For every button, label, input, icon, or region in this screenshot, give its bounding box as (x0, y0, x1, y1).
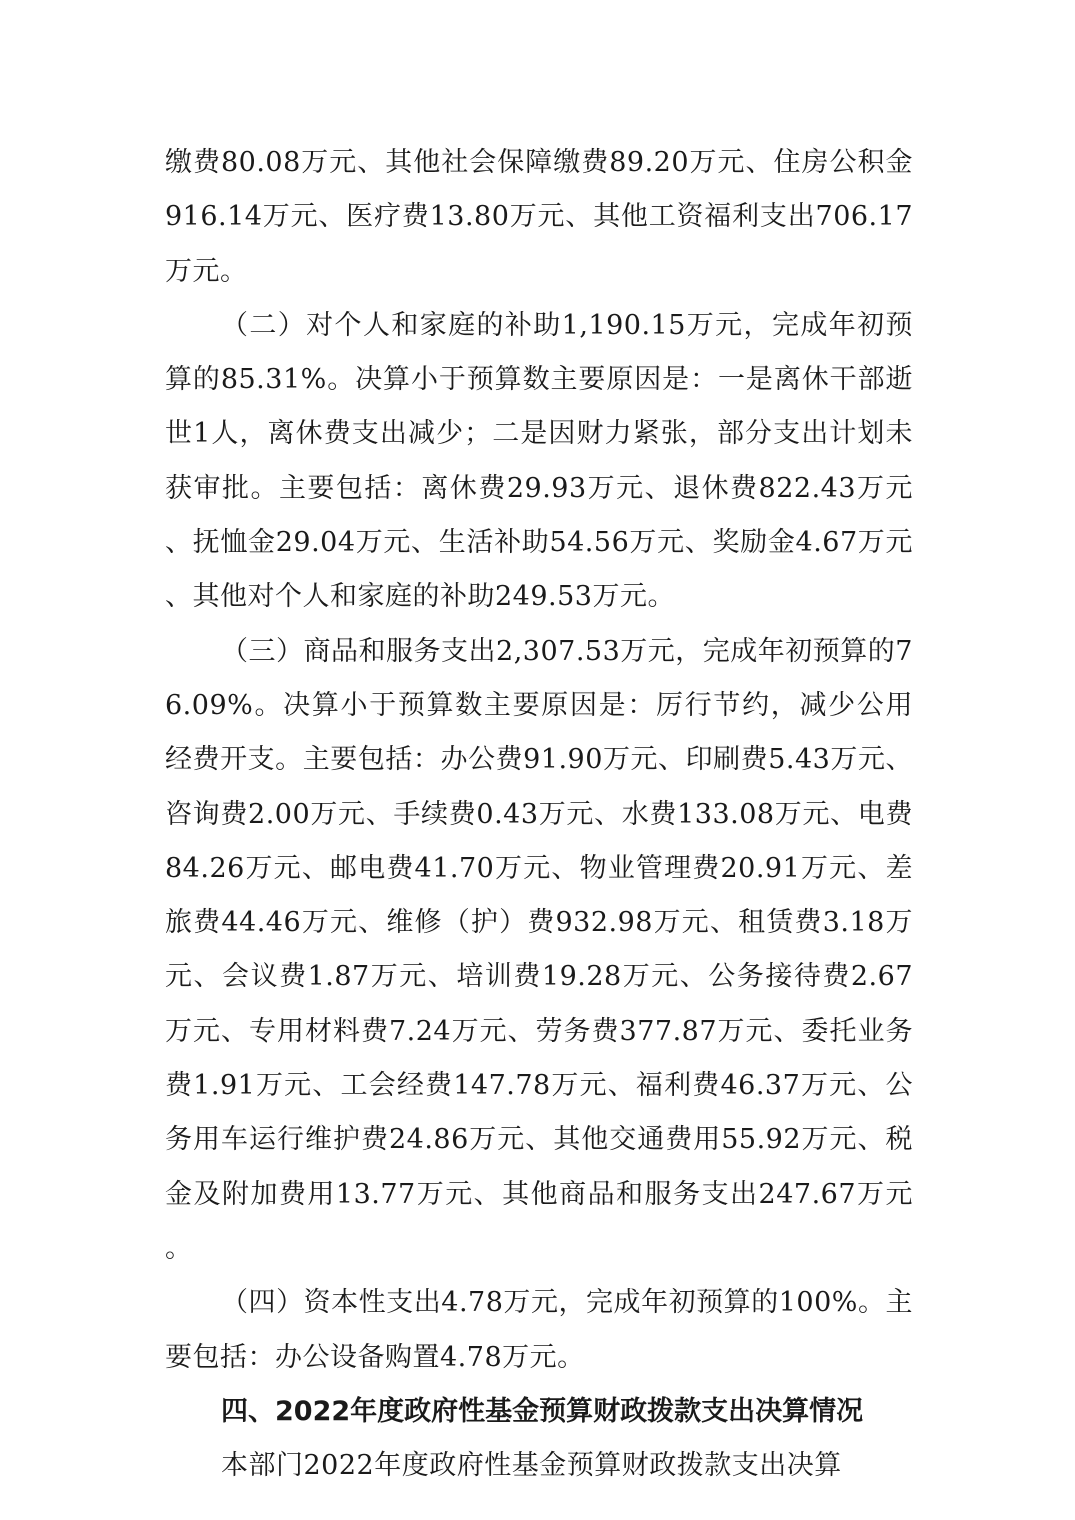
document-body (165, 136, 913, 1493)
paragraph-individual-family-subsidy: （二）对个人和家庭的补助1,190.15万元，完成年初预算的85.31%。决算小于预算数主要原因是：一是离休干部逝世1人，离休费支出减少；二是因财力紧张，部分支出计划未获审批。主要包括：离休费29.93万元、退休费822.43万元、抚恤金29.04万元、生活补助54.56万元、奖励金4.67万元、其他对个人和家庭的补助249.53万元。 (165, 309, 913, 613)
paragraph-section-intro: 本部门2022年度政府性基金预算财政拨款支出决算 (221, 1450, 842, 1482)
paragraph-social-security-continued: 缴费80.08万元、其他社会保障缴费89.20万元、住房公积金916.14万元、医疗费13.80万元、其他工资福利支出706.17万元。 (165, 147, 913, 287)
paragraph-goods-services: （三）商品和服务支出2,307.53万元，完成年初预算的76.09%。决算小于预算数主要原因是：厉行节约，减少公用经费开支。主要包括：办公费91.90万元、印刷费5.43万元、咨询费2.00万元、手续费0.43万元、水费133.08万元、电费84.26万元、邮电费41.70万元、物业管理费20.91万元、差旅费44.46万元、维修（护）费932.98万元、租赁费3.18万元、会议费1.87万元、培训费19.28万元、公务接待费2.67万元、专用材料费7.24万元、劳务费377.87万元、委托业务费1.91万元、工会经费147.78万元、福利费46.37万元、公务用车运行维护费24.86万元、其他交通费用55.92万元、税金及附加费用13.77万元、其他商品和服务支出247.67万元。 (165, 635, 913, 1264)
paragraph-capital-expenditure: （四）资本性支出4.78万元，完成年初预算的100%。主要包括：办公设备购置4.78万元。 (165, 1287, 913, 1373)
section-heading: 四、2022年度政府性基金预算财政拨款支出决算情况 (221, 1395, 864, 1427)
